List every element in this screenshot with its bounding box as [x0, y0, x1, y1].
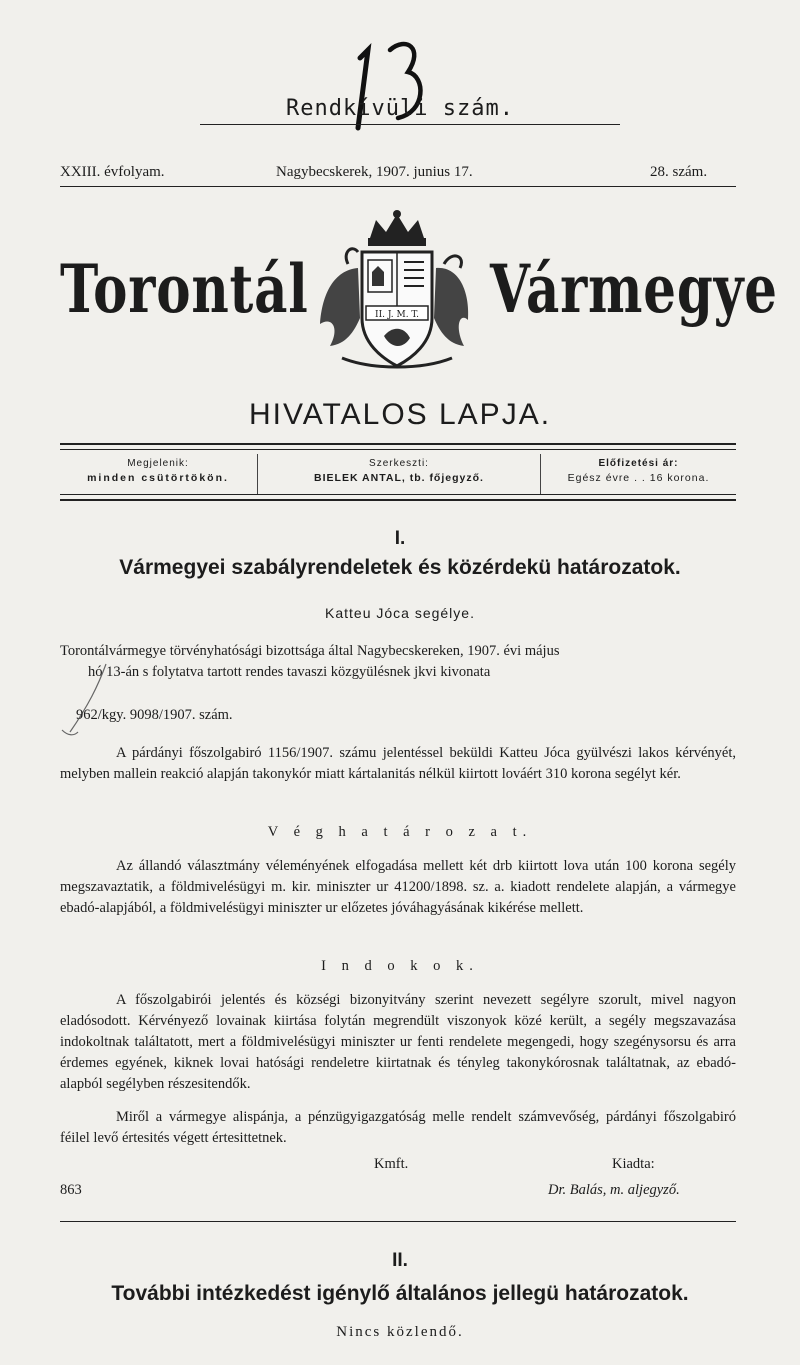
signature: Dr. Balás, m. aljegyző.	[548, 1182, 680, 1198]
coat-of-arms-icon	[312, 208, 482, 384]
volume-label: XXIII. évfolyam.	[60, 164, 165, 180]
publication-subtitle: HIVATALOS LAPJA.	[248, 398, 552, 431]
section-1-number: I.	[394, 528, 406, 549]
price-value: Egész évre . . 16 korona.	[567, 472, 710, 484]
published-label: Megjelenik:	[127, 458, 189, 469]
intro-line-2: hó 13-án s folytatva tartott rendes tavaszi közgyülésnek jkvi kivonata	[88, 664, 491, 680]
price-label: Előfizetési ár:	[598, 458, 679, 469]
section-2-number: II.	[392, 1250, 408, 1271]
paragraph-petition: A párdányi főszolgabiró 1156/1907. számu jelentéssel beküldi Katteu Jóca gyülvészi lakos kérvényét, melyben mallein reakció alapján takonykór miatt kártalanitás nélkül kiirtott lováért 310 korona segélyt kér.	[60, 745, 736, 782]
extra-issue-label: Rendkívüli szám.	[286, 96, 514, 121]
place-date: Nagybecskerek, 1907. junius 17.	[276, 164, 473, 180]
kmft-label: Kmft.	[374, 1156, 409, 1172]
intro-line-1: Torontálvármegye törvényhatósági bizottsága által Nagybecskereken, 1907. évi május	[60, 643, 560, 659]
published-info	[60, 458, 256, 484]
pencil-mark	[58, 660, 118, 740]
price-info	[541, 458, 736, 484]
reference-number: 962/kgy. 9098/1907. szám.	[76, 707, 233, 723]
extra-issue-rule	[200, 124, 620, 125]
info-rule-bottom	[60, 499, 736, 501]
reasons-heading: I n d o k o k.	[321, 958, 479, 974]
crest-initials: II. J. M. T.	[375, 310, 419, 320]
issue-number: 28. szám.	[650, 164, 708, 180]
info-rule-top	[60, 443, 736, 445]
section-1-title: Vármegyei szabályrendeletek és közérdekü határozatok.	[119, 556, 681, 579]
paragraph-reasons: A főszolgabirói jelentés és községi bizonyitvány szerint nevezett segélyre szorult, mivel nagyon eladósodott. Kérvényező lovainak kiirtása folytán megrendült viszonyok közé került, a segély megszavazása indokoltnak találtatott, mert a földmivelésügyi miniszter ur fenti rendelete megengedi, hogy szegénysorsu és arra érdemes egyének, kiknek lovai hatósági rendeletre kiirtatnak és tényleg takonykórosnak találtatnak, az ebadó-alapból segélyben részesitendők.	[60, 992, 736, 1092]
masthead-right-word: Vármegye	[490, 250, 778, 328]
header-rule	[60, 186, 736, 187]
masthead-left-word: Torontál	[60, 250, 309, 328]
info-rule-bottom-inner	[60, 494, 736, 495]
section-2-title: További intézkedést igénylő általános jellegü határozatok.	[111, 1282, 689, 1305]
resolution-heading: V é g h a t á r o z a t.	[267, 824, 533, 840]
handwritten-number	[328, 28, 438, 138]
paragraph-resolution: Az állandó választmány véleményének elfogadása mellett két drb kiirtott lova után 100 korona segély megszavaztatik, a földmivelésügyi m. kir. miniszter ur 41200/1898. sz. a. kiadott rendelete alapján, a vármegye ebadó-alapjából, a földmivelésügyi miniszter ur előzetes jóváhagyásának kikérése mellett.	[60, 858, 736, 916]
issued-by-label: Kiadta:	[612, 1156, 655, 1172]
page-number: 863	[60, 1182, 82, 1198]
section-2-note: Nincs közlendő.	[336, 1324, 464, 1340]
editor-label: Szerkeszti:	[369, 458, 429, 469]
editor-value: BIELEK ANTAL, tb. főjegyző.	[314, 472, 484, 484]
published-value: minden csütörtökön.	[87, 472, 229, 484]
info-rule-top-inner	[60, 449, 736, 450]
item-title: Katteu Jóca segélye.	[325, 605, 475, 621]
editor-info	[258, 458, 540, 484]
paragraph-notification: Miről a vármegye alispánja, a pénzügyigazgatóság melle rendelt számvevőség, párdányi főszolgabiró féilel levő értesités végett értesittetnek.	[60, 1109, 736, 1146]
section-divider	[60, 1221, 736, 1222]
